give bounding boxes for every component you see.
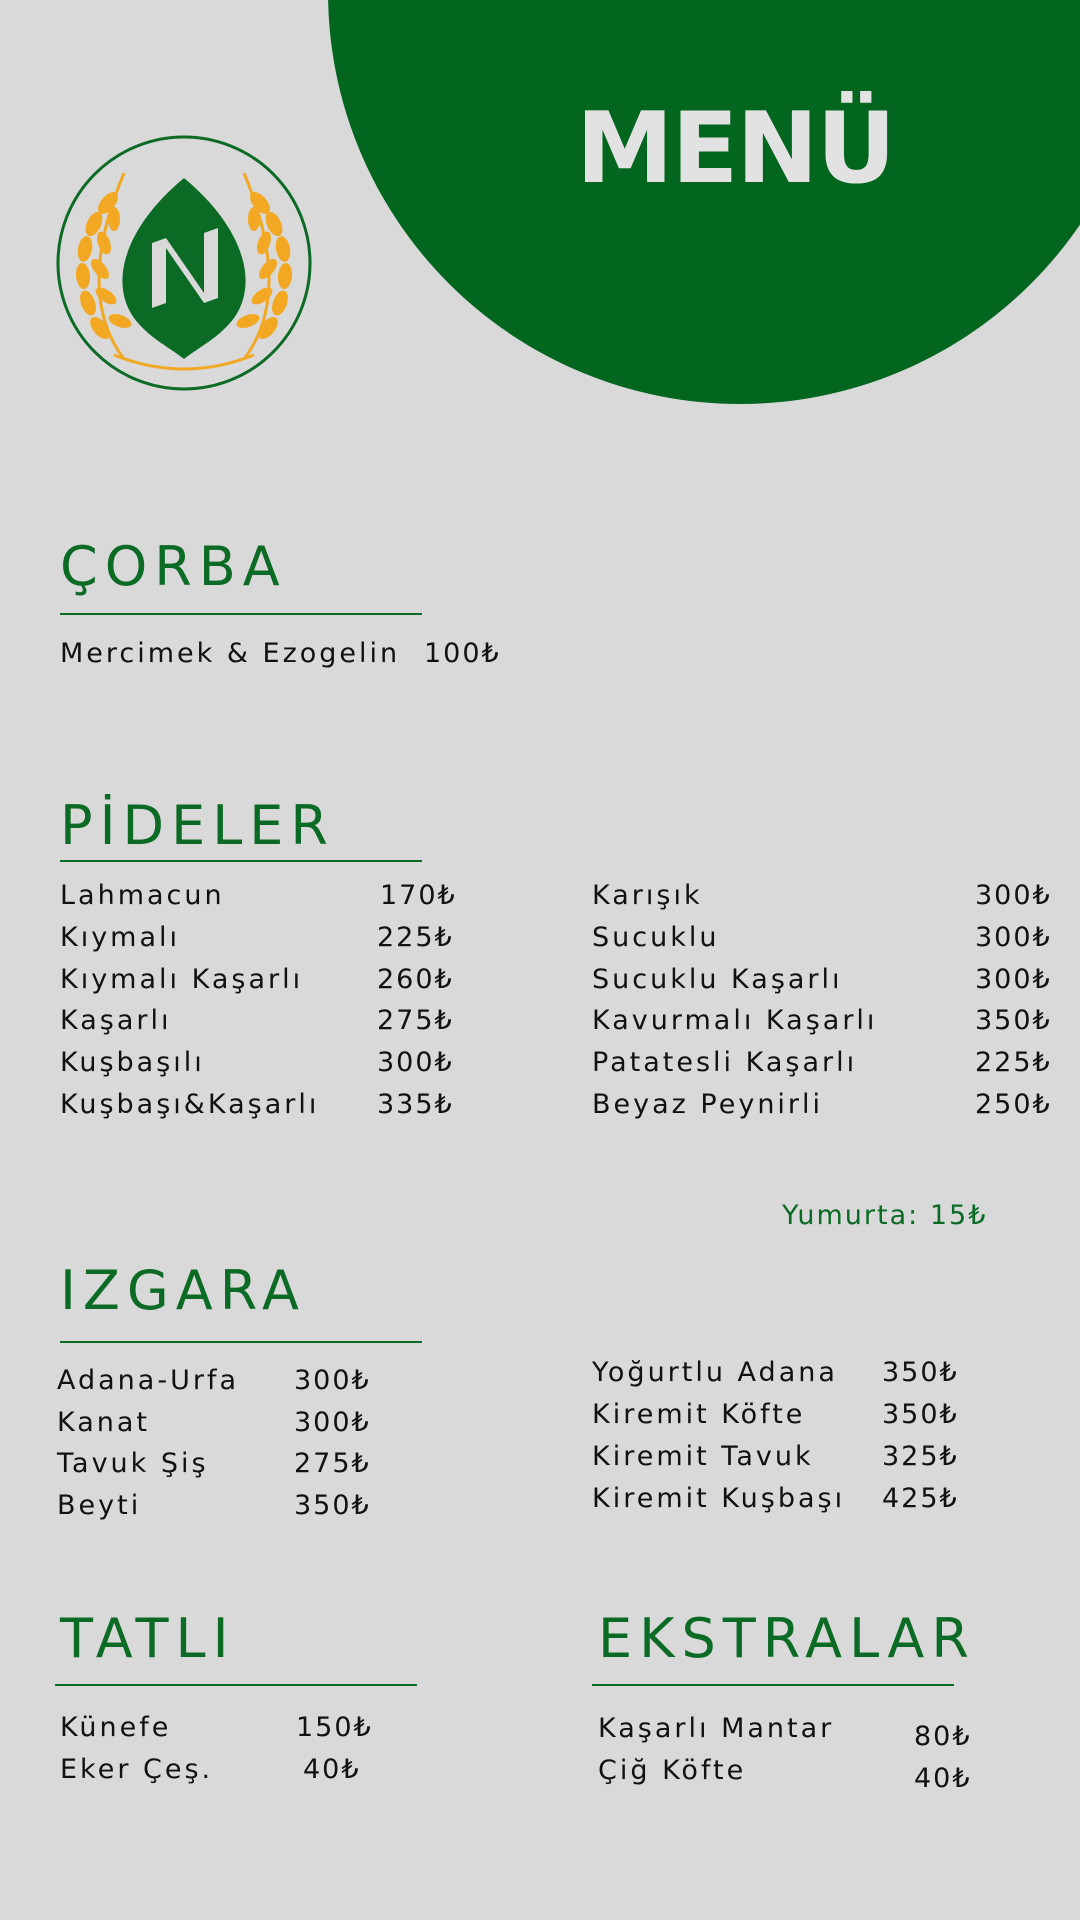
- tatli-item-name: Künefe: [60, 1712, 172, 1743]
- izgara-rule: [60, 1341, 422, 1343]
- pide-item-name: Kuşbaşı&Kaşarlı: [60, 1089, 320, 1120]
- tatli-item-price: 150₺: [296, 1712, 373, 1743]
- ekstralar-item-price: 80₺: [914, 1721, 972, 1752]
- izgara-item-name: Kanat: [57, 1407, 151, 1438]
- tatli-title: TATLI: [60, 1607, 236, 1670]
- wheat-leaf-logo-icon: [54, 133, 314, 393]
- pide-item-price: 275₺: [377, 1005, 454, 1036]
- izgara-item-price: 325₺: [882, 1441, 959, 1472]
- pide-item-price: 225₺: [975, 1047, 1052, 1078]
- corba-item-price: 100₺: [424, 638, 501, 669]
- pide-item-name: Patatesli Kaşarlı: [592, 1047, 858, 1078]
- ekstralar-item-name: Çiğ Köfte: [598, 1755, 747, 1786]
- izgara-item-name: Beyti: [57, 1490, 142, 1521]
- tatli-item-price: 40₺: [303, 1754, 361, 1785]
- pide-item-price: 250₺: [975, 1089, 1052, 1120]
- ekstralar-rule: [592, 1684, 954, 1686]
- izgara-item-price: 275₺: [294, 1448, 371, 1479]
- izgara-item-name: Adana-Urfa: [57, 1365, 239, 1396]
- pide-item-price: 260₺: [377, 964, 454, 995]
- pide-item-price: 300₺: [377, 1047, 454, 1078]
- pide-item-name: Kaşarlı: [60, 1005, 172, 1036]
- pide-item-price: 300₺: [975, 922, 1052, 953]
- ekstralar-item-price: 40₺: [914, 1763, 972, 1794]
- pide-item-price: 225₺: [377, 922, 454, 953]
- pide-item-price: 335₺: [377, 1089, 454, 1120]
- izgara-title: IZGARA: [60, 1259, 306, 1322]
- izgara-item-price: 300₺: [294, 1365, 371, 1396]
- pideler-title: PİDELER: [60, 794, 335, 857]
- izgara-item-price: 300₺: [294, 1407, 371, 1438]
- ekstralar-title: EKSTRALAR: [598, 1607, 976, 1670]
- corba-title: ÇORBA: [60, 535, 287, 598]
- pide-item-name: Sucuklu: [592, 922, 720, 953]
- pide-item-name: Kıymalı: [60, 922, 181, 953]
- pide-item-name: Karışık: [592, 880, 703, 911]
- izgara-item-price: 350₺: [882, 1399, 959, 1430]
- corba-rule: [60, 613, 422, 615]
- pide-item-name: Kavurmalı Kaşarlı: [592, 1005, 878, 1036]
- izgara-item-name: Kiremit Kuşbaşı: [592, 1483, 846, 1514]
- tatli-item-name: Eker Çeş.: [60, 1754, 214, 1785]
- izgara-item-price: 350₺: [294, 1490, 371, 1521]
- pide-item-price: 350₺: [975, 1005, 1052, 1036]
- izgara-item-name: Yoğurtlu Adana: [592, 1357, 838, 1388]
- pide-item-name: Beyaz Peynirli: [592, 1089, 824, 1120]
- pide-item-name: Sucuklu Kaşarlı: [592, 964, 843, 995]
- pide-item-price: 300₺: [975, 964, 1052, 995]
- pide-item-price: 170₺: [380, 880, 457, 911]
- tatli-rule: [55, 1684, 417, 1686]
- pide-item-price: 300₺: [975, 880, 1052, 911]
- egg-extra-note: Yumurta: 15₺: [782, 1200, 988, 1231]
- ekstralar-item-name: Kaşarlı Mantar: [598, 1713, 835, 1744]
- izgara-item-name: Kiremit Tavuk: [592, 1441, 814, 1472]
- pide-item-name: Kıymalı Kaşarlı: [60, 964, 304, 995]
- menu-title: MENÜ: [575, 92, 895, 206]
- pide-item-name: Kuşbaşılı: [60, 1047, 205, 1078]
- izgara-item-name: Tavuk Şiş: [57, 1448, 209, 1479]
- corba-item-name: Mercimek & Ezogelin: [60, 638, 401, 669]
- izgara-item-price: 425₺: [882, 1483, 959, 1514]
- izgara-item-name: Kiremit Köfte: [592, 1399, 806, 1430]
- izgara-item-price: 350₺: [882, 1357, 959, 1388]
- pideler-rule: [60, 860, 422, 862]
- pide-item-name: Lahmacun: [60, 880, 225, 911]
